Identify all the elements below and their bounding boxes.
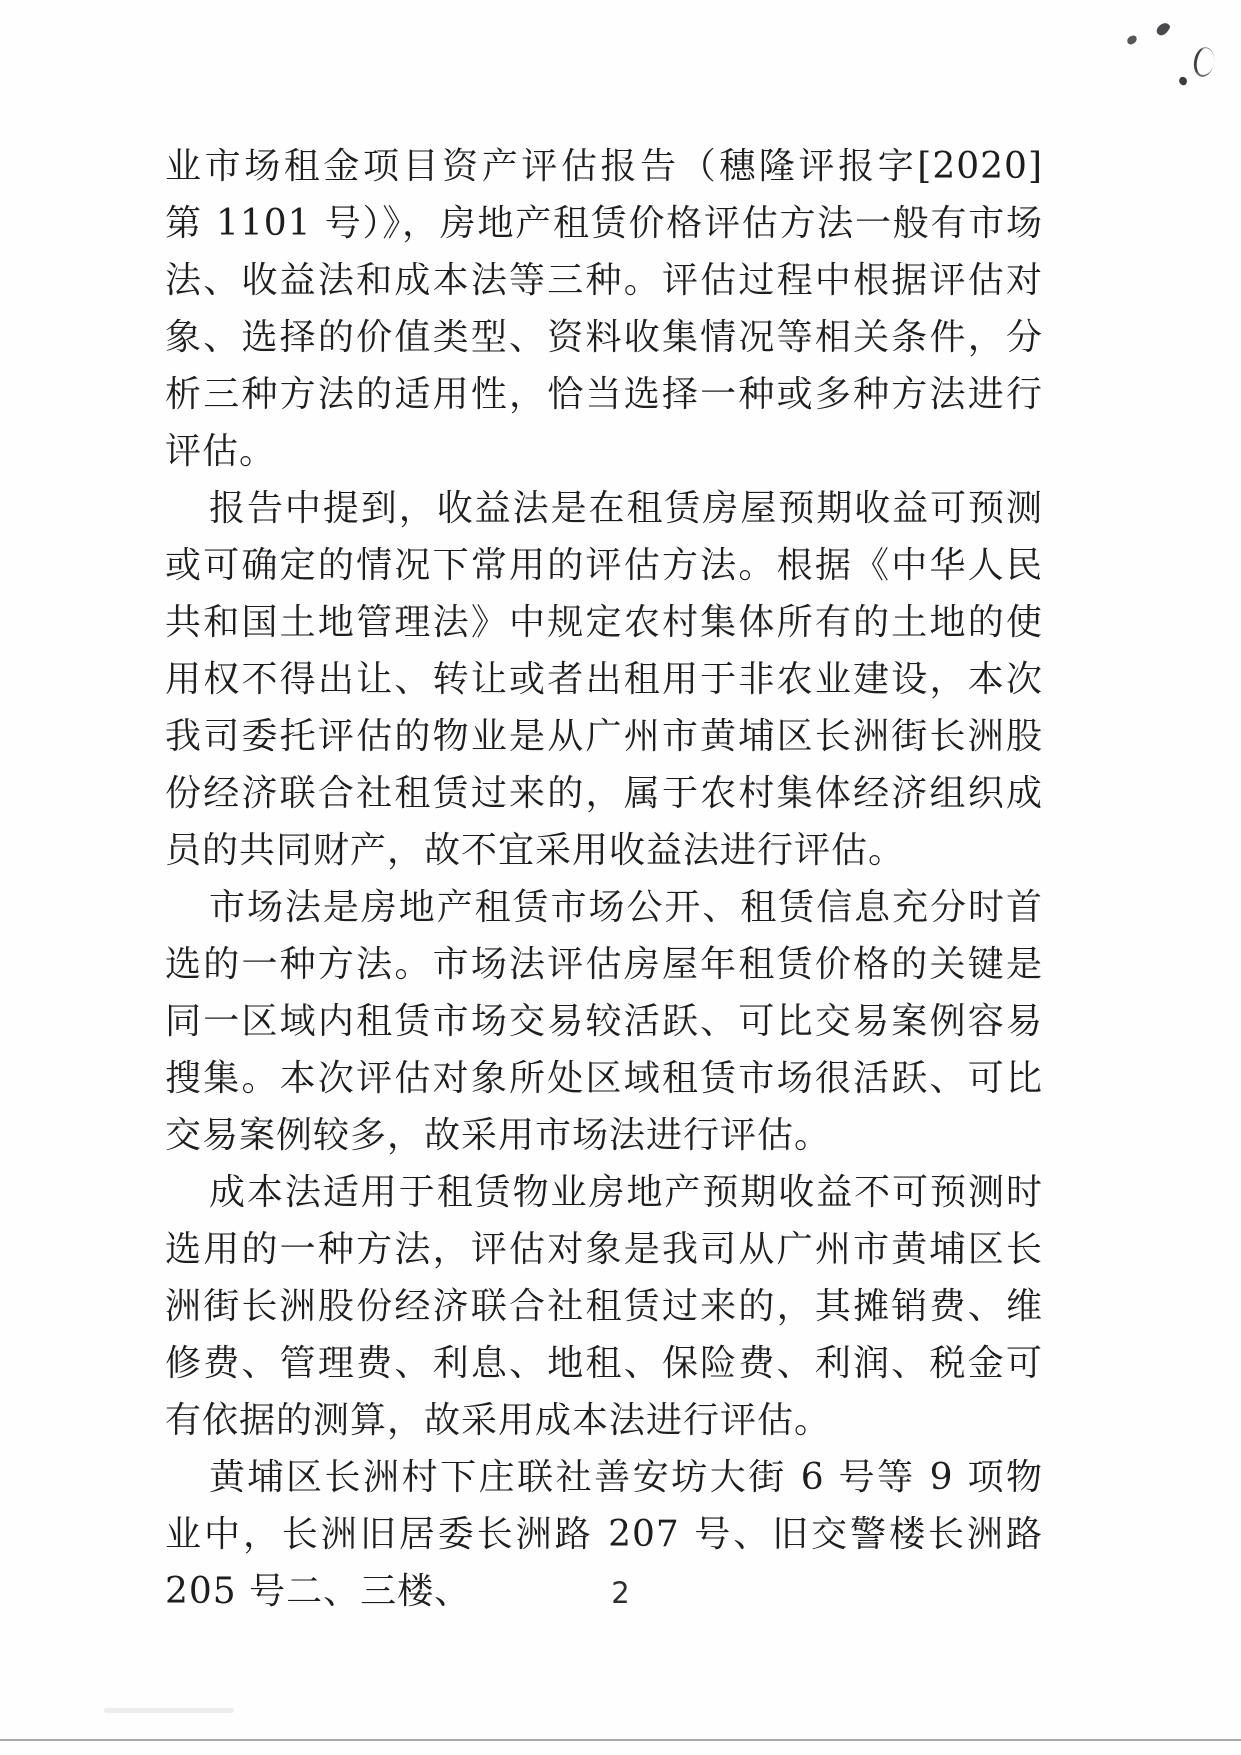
paragraph-properties-list: 黄埔区长洲村下庄联社善安坊大街 6 号等 9 项物业中，长洲旧居委长洲路 207 号、旧交警楼长洲路 205 号二、三楼、 bbox=[165, 1457, 1043, 1612]
scan-edge-line bbox=[0, 1739, 1241, 1741]
ink-speck-icon bbox=[1126, 35, 1138, 46]
scan-smudge bbox=[104, 1708, 234, 1713]
paragraph-cost-method: 成本法适用于租赁物业房地产预期收益不可预测时选用的一种方法，评估对象是我司从广州市黄埔区长洲街长洲股份经济联合社租赁过来的，其摊销费、维修费、管理费、利息、地租、保险费、利润、税金可有依据的测算，故采用成本法进行评估。 bbox=[165, 1172, 1043, 1441]
paragraph-income-method: 报告中提到，收益法是在租赁房屋预期收益可预测或可确定的情况下常用的评估方法。根据《中华人民共和国土地管理法》中规定农村集体所有的土地的使用权不得出让、转让或者出租用于非农业建设，本次我司委托评估的物业是从广州市黄埔区长洲街长洲股份经济联合社租赁过来的，属于农村集体经济组织成员的共同财产，故不宜采用收益法进行评估。 bbox=[165, 488, 1043, 871]
page-number: 2 bbox=[611, 1576, 630, 1610]
document-body bbox=[165, 138, 1043, 1620]
paragraph-market-method: 市场法是房地产租赁市场公开、租赁信息充分时首选的一种方法。市场法评估房屋年租赁价格的关键是同一区域内租赁市场交易较活跃、可比交易案例容易搜集。本次评估对象所处区域租赁市场很活跃、可比交易案例较多，故采用市场法进行评估。 bbox=[165, 887, 1043, 1156]
ink-crescent-mark-icon bbox=[1192, 45, 1217, 78]
ink-speck-icon bbox=[1178, 76, 1188, 86]
ink-speck-icon bbox=[1155, 20, 1171, 37]
paragraph-continuation: 业市场租金项目资产评估报告（穗隆评报字[2020] 第 1101 号）》，房地产租赁价格评估方法一般有市场法、收益法和成本法等三种。评估过程中根据评估对象、选择的价值类型、资料收集情况等相关条件，分析三种方法的适用性，恰当选择一种或多种方法进行评估。 bbox=[165, 146, 1043, 472]
